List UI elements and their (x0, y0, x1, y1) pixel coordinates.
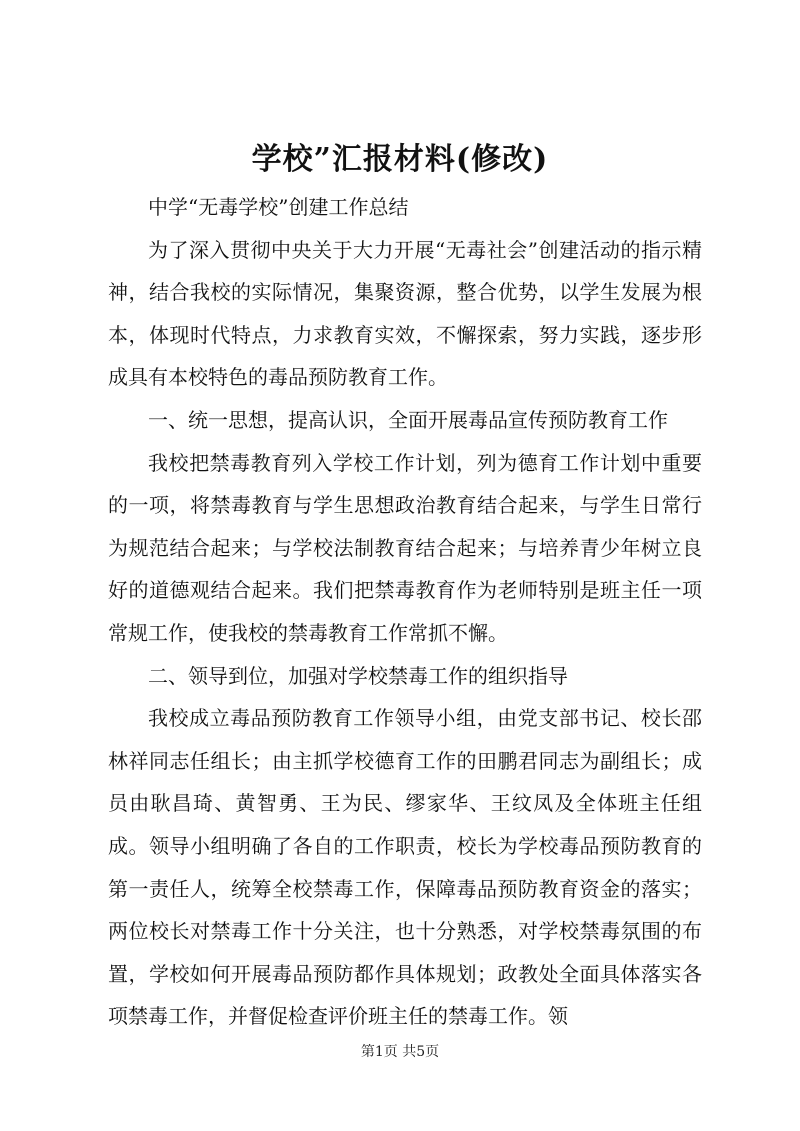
section-heading-2: 二、领导到位，加强对学校禁毒工作的组织指导 (148, 663, 568, 688)
paragraph-subtitle: 中学“无毒学校”创建工作总结 (148, 195, 409, 219)
paragraph-section-2: 我校成立毒品预防教育工作领导小组，由党支部书记、校长邵林祥同志任组长；由主抓学校德育工作的田鹏君同志为副组长；成员由耿昌琦、黄智勇、王为民、缪家华、王纹凤及全体班主任组成。领导小组明确了各自的工作职责，校长为学校毒品预防教育的第一责任人，统筹全校禁毒工作，保障毒品预防教育资金的落实；两位校长对禁毒工作十分关注，也十分熟悉，对学校禁毒氛围的布置，学校如何开展毒品预防都作具体规划；政教处全面具体落实各项禁毒工作，并督促检查评价班主任的禁毒工作。领 (108, 706, 702, 1029)
page-number-footer: 第1页 共5页 (360, 1044, 440, 1060)
paragraph-section-1: 我校把禁毒教育列入学校工作计划，列为德育工作计划中重要的一项，将禁毒教育与学生思想政治教育结合起来，与学生日常行为规范结合起来；与学校法制教育结合起来；与培养青少年树立良好的道德观结合起来。我们把禁毒教育作为老师特别是班主任一项常规工作，使我校的禁毒教育工作常抓不懈。 (108, 450, 702, 645)
document-title: 学校”汇报材料(修改) (251, 142, 549, 177)
document-body (108, 186, 702, 1038)
paragraph-intro: 为了深入贯彻中央关于大力开展“无毒社会”创建活动的指示精神，结合我校的实际情况，集聚资源，整合优势，以学生发展为根本，体现时代特点，力求教育实效，不懈探索，努力实践，逐步形成具有本校特色的毒品预防教育工作。 (108, 237, 702, 390)
section-heading-1: 一、统一思想，提高认识，全面开展毒品宣传预防教育工作 (148, 407, 668, 432)
